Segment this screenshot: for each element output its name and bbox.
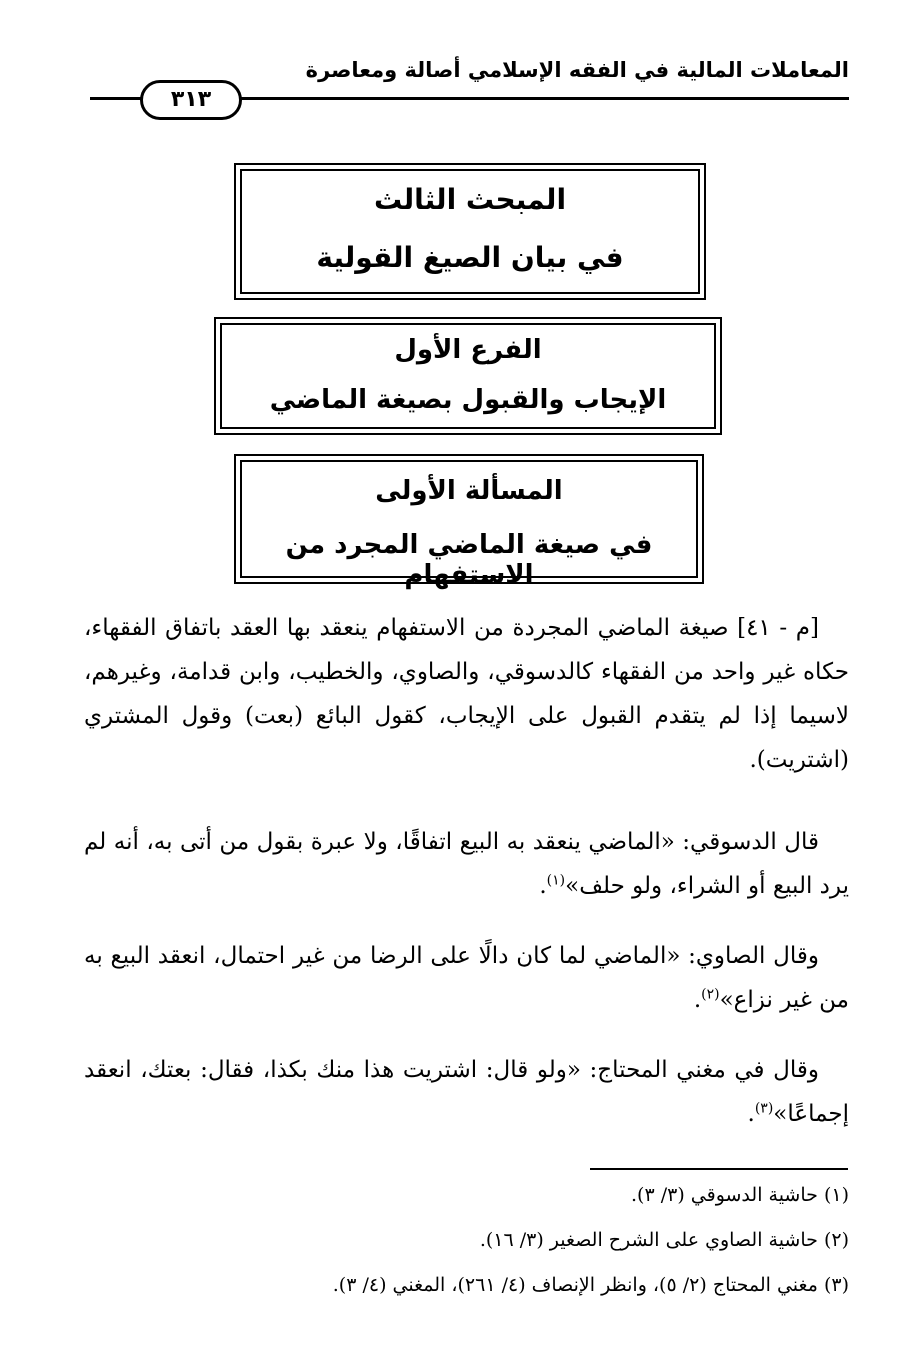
footnote-ref[interactable]: (٣) [754, 1100, 774, 1117]
issue-heading-subtitle: في صيغة الماضي المجرد من الاستفهام [285, 530, 653, 590]
body-paragraph [84, 606, 849, 782]
issue-heading-box [234, 454, 704, 590]
issue-heading-title: المسألة الأولى [375, 476, 563, 506]
footnote [333, 1274, 849, 1296]
footnote-ref[interactable]: (١) [546, 872, 566, 889]
body-paragraph: وقال في مغني المحتاج: «ولو قال: اشتريت هذا منك بكذا، فقال: بعتك، انعقد إجماعًا»$^{(٣)}$. [84, 1057, 849, 1127]
section-heading-title: المبحث الثالث [373, 183, 567, 216]
branch-heading-title: الفرع الأول [394, 335, 542, 365]
branch-heading-subtitle: الإيجاب والقبول بصيغة الماضي [269, 385, 667, 415]
paragraph-text: وقال في مغني المحتاج: «ولو قال: اشتريت هذا منك بكذا، فقال: بعتك، انعقد إجماعًا» [84, 1057, 849, 1127]
footnote-ref[interactable]: (٢) [701, 986, 720, 1003]
footnote-number: (١) [823, 1184, 849, 1206]
footnote-text: حاشية الصاوي على الشرح الصغير (٣/ ١٦). [479, 1229, 818, 1251]
footnote [480, 1229, 849, 1251]
running-header-title: المعاملات المالية في الفقه الإسلامي أصالة ومعاصرة [305, 58, 849, 82]
paragraph-text: قال الدسوقي: «الماضي ينعقد به البيع اتفاقًا، ولا عبرة بقول من أتى به، أنه لم يرد البيع أو الشراء، ولو حلف» [84, 829, 849, 899]
page-number: ٣١٣ [140, 80, 242, 120]
section-heading-box [234, 163, 706, 300]
footnote-text: حاشية الدسوقي (٣/ ٣). [630, 1184, 818, 1206]
section-heading-subtitle: في بيان الصيغ القولية [316, 241, 624, 274]
footnote-separator [590, 1168, 848, 1170]
paragraph-text: وقال الصاوي: «الماضي لما كان دالًا على الرضا من غير احتمال، انعقد البيع به من غير نزاع» [84, 943, 849, 1013]
footnote-number: (٣) [823, 1274, 849, 1296]
footnote-number: (٢) [823, 1229, 849, 1251]
footnote [631, 1184, 849, 1206]
body-paragraph: قال الدسوقي: «الماضي ينعقد به البيع اتفاقًا، ولا عبرة بقول من أتى به، أنه لم يرد البيع أو الشراء، ولو حلف»$^{(١)}$. [84, 829, 849, 899]
paragraph-text: [م - ٤١] صيغة الماضي المجردة من الاستفهام ينعقد بها العقد باتفاق الفقهاء، حكاه غير واحد من الفقهاء كالدسوقي، والصاوي، والخطيب، وابن قدامة، وغيرهم، لاسيما إذا لم يتقدم القبول على الإيجاب، كقول البائع (بعت) وقول المشتري (اشتريت). [84, 615, 849, 773]
body-paragraph: وقال الصاوي: «الماضي لما كان دالًا على الرضا من غير احتمال، انعقد البيع به من غير نزاع»$^{(٢)}$. [84, 943, 849, 1013]
branch-heading-box [214, 317, 722, 435]
footnote-text: مغني المحتاج (٢/ ٥)، وانظر الإنصاف (٤/ ٢٦١)، المغني (٤/ ٣). [332, 1274, 818, 1296]
